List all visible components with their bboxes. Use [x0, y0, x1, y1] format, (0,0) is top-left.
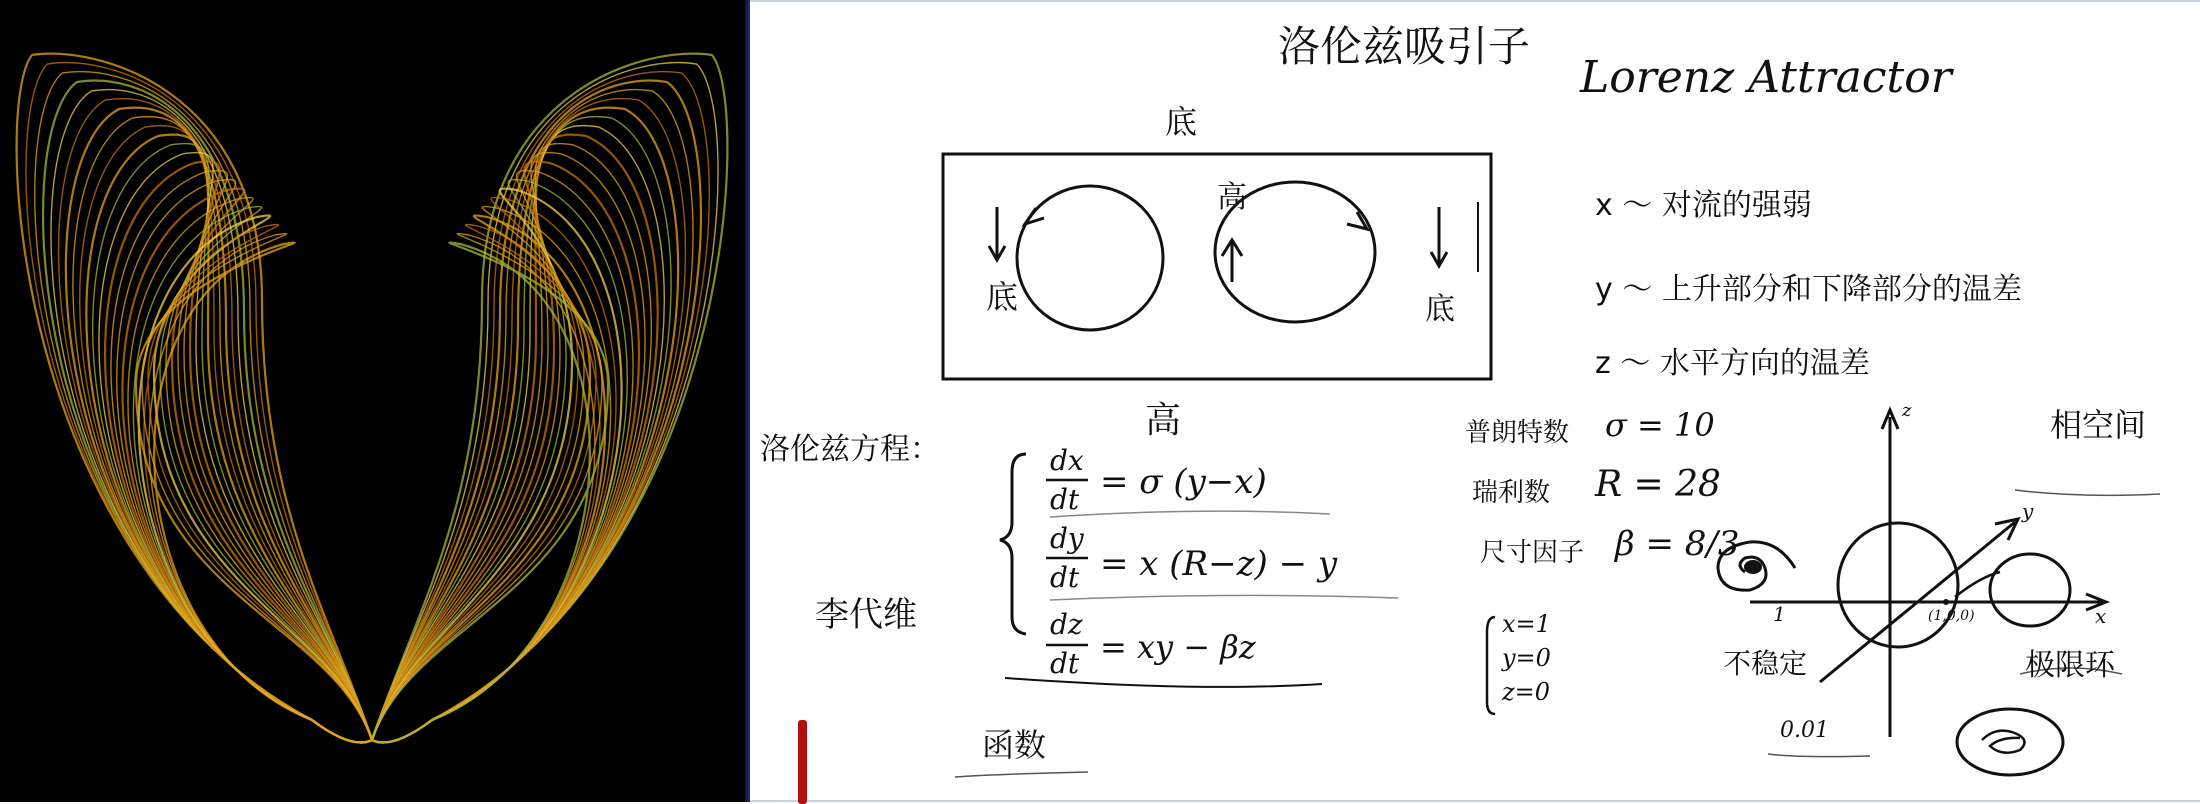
variable-z: z 〜 水平方向的温差: [1595, 346, 1870, 381]
eq3-denominator: dt: [1050, 647, 1080, 680]
function-label: 函数: [982, 726, 1047, 764]
box-label-middle: 高: [1217, 180, 1247, 215]
small-value-underline: [1768, 754, 1870, 757]
title-chinese: 洛伦兹吸引子: [1278, 22, 1531, 71]
variable-y: y 〜 上升部分和下降部分的温差: [1595, 272, 2022, 307]
x-axis-label: x: [2095, 604, 2107, 628]
box-label-left: 底: [986, 278, 1019, 316]
param-1-value: σ = 10: [1605, 406, 1715, 444]
z-axis-label: z: [1902, 400, 1912, 421]
eq1-denominator: dt: [1050, 483, 1080, 516]
equation-label: 洛伦兹方程：: [760, 432, 940, 467]
box-label-bottom: 高: [1145, 400, 1182, 441]
eq3-numerator: dz: [1050, 608, 1083, 641]
red-marker-stroke: [798, 720, 807, 804]
limit-cycle-outer: [1957, 709, 2063, 775]
initial-x: x=1: [1502, 610, 1551, 638]
box-label-top: 底: [1165, 103, 1198, 141]
eq3-rhs: = xy − βz: [1100, 628, 1256, 666]
initial-y: y=0: [1502, 644, 1551, 672]
initial-z: z=0: [1502, 678, 1551, 706]
phase-label-underline: [2015, 490, 2160, 495]
y-axis-label: y: [2022, 499, 2034, 523]
phase-space-label: 相空间: [2050, 406, 2147, 444]
spiral-center: [1745, 561, 1761, 573]
left-convection-roll: [1017, 186, 1163, 330]
equation-brace: [1000, 454, 1026, 634]
eq1-rhs: = σ (y−x): [1100, 462, 1267, 502]
right-orbit: [1990, 554, 2070, 626]
left-roll-arrow: [1025, 208, 1044, 224]
point-label: (1,0,0): [1928, 608, 1975, 624]
param-1-name: 普朗特数: [1465, 418, 1570, 448]
lorenz-attractor-image: [0, 0, 745, 802]
eq2-underline: [1050, 595, 1398, 600]
attractor-loops: [17, 54, 728, 743]
limit-cycle-label: 极限环: [2025, 648, 2115, 683]
param-2-name: 瑞利数: [1472, 478, 1551, 508]
box-label-right: 底: [1425, 292, 1455, 327]
param-3-value: β = 8/3: [1615, 524, 1740, 564]
small-value-label: 0.01: [1780, 718, 1829, 743]
point-marker: [1943, 599, 1949, 605]
name-label: 李代维: [815, 595, 917, 635]
origin-label: 1: [1773, 602, 1786, 626]
eq2-rhs: = x (R−z) − y: [1100, 544, 1338, 584]
sensitivity-label: 不稳定: [1723, 647, 1808, 680]
whiteboard: [750, 0, 2200, 802]
eq1-numerator: dx: [1050, 444, 1084, 477]
eq2-numerator: dy: [1050, 522, 1084, 555]
variable-x: x 〜 对流的强弱: [1595, 188, 1812, 223]
whiteboard-drawings: [750, 2, 2200, 804]
limit-cycle-inner: [1982, 731, 2025, 753]
eq1-underline: [1050, 511, 1330, 517]
eq2-denominator: dt: [1050, 561, 1080, 594]
title-english: Lorenz Attractor: [1580, 52, 1952, 103]
function-underline: [955, 772, 1088, 777]
param-3-name: 尺寸因子: [1480, 538, 1585, 568]
attractor-svg: [0, 0, 745, 802]
initial-brace: [1487, 617, 1495, 714]
param-2-value: R = 28: [1595, 464, 1721, 505]
